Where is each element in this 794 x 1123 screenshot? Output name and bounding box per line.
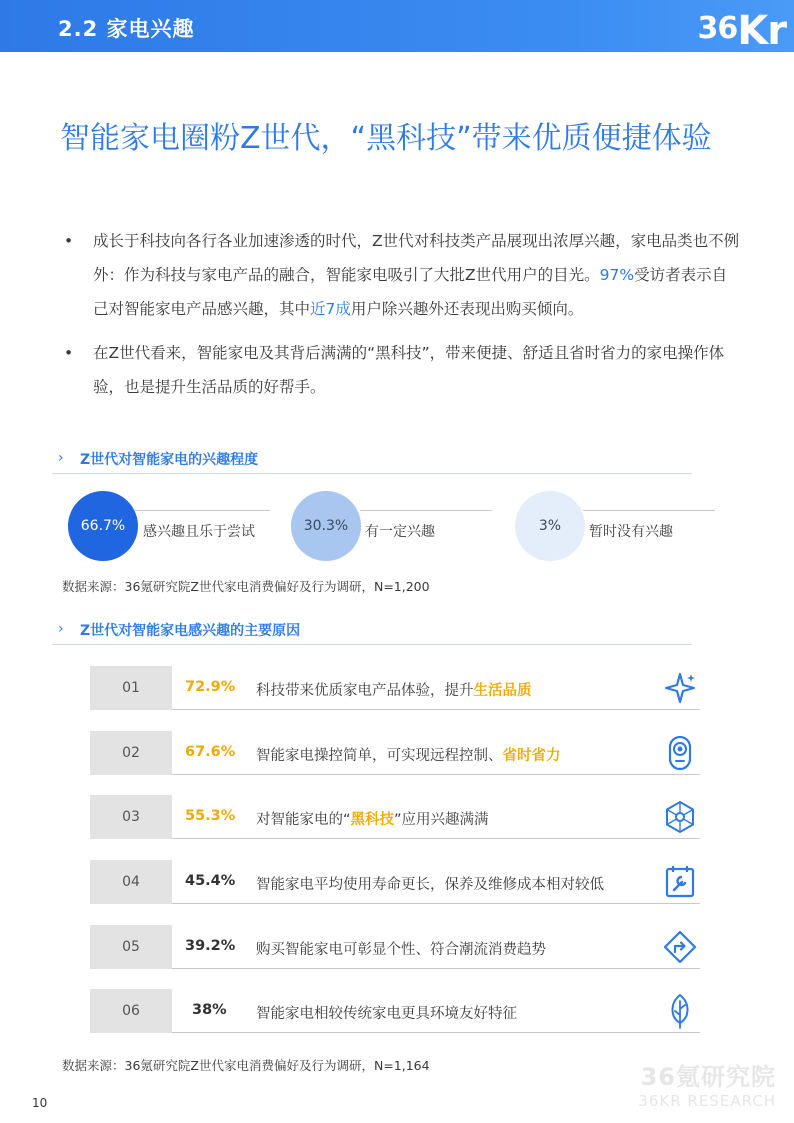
logo-number: 36 [697,11,738,46]
reason-text-part: ”应用兴趣满满 [394,812,489,828]
sparkle-icon [662,670,698,706]
logo-letters: Kr [737,8,786,54]
bullet-text: 受访者表示自己对智能家电产品感兴趣，其中 [93,266,728,318]
reason-highlight: 省时省力 [502,748,561,764]
data-source: 数据来源：36氪研究院Z世代家电消费偏好及行为调研，N=1,200 [62,579,430,594]
interest-label: 感兴趣且乐于尝试 [143,524,255,540]
reason-text [256,744,561,765]
maintenance-wrench-icon [662,864,698,900]
watermark-line: 36氪研究院 [640,1063,776,1091]
reason-text-part: 购买智能家电可彰显个性、符合潮流消费趋势 [256,942,546,958]
bullet-dot: • [64,344,74,362]
reason-row [90,795,700,839]
reason-text-part: 智能家电平均使用寿命更长，保养及维修成本相对较低 [256,877,604,893]
36kr-logo [697,2,786,54]
reason-percent: 67.6% [185,744,236,760]
reason-text-part: 科技带来优质家电产品体验，提升 [256,683,474,699]
reason-text [256,938,546,959]
watermark-line: 36KR RESEARCH [638,1092,776,1110]
interest-circle-high [68,491,138,561]
divider-line [583,510,715,511]
reason-number: 01 [90,666,172,710]
leaf-icon [662,993,698,1029]
reason-row [90,860,700,904]
reason-row [90,666,700,710]
header-bar [0,0,794,52]
row-underline [172,968,700,969]
reason-text-part: 智能家电操控简单，可实现远程控制、 [256,748,503,764]
reason-text [256,873,604,894]
highlight-97: 97% [599,266,635,284]
interest-value: 30.3% [303,518,349,534]
reason-text-part: 对智能家电的“ [256,812,351,828]
bullet-item [60,224,740,326]
interest-value: 3% [538,518,562,534]
tech-cube-icon [662,799,698,835]
row-underline [172,774,700,775]
interest-section-heading [52,448,692,474]
data-source: 数据来源：36氪研究院Z世代家电消费偏好及行为调研，N=1,164 [62,1058,430,1073]
reasons-section-heading [52,619,692,645]
bullet-item [60,336,740,404]
heading-text: Z世代对智能家电感兴趣的主要原因 [80,623,301,639]
reason-row [90,989,700,1033]
interest-label: 暂时没有兴趣 [589,524,673,540]
page-title: 智能家电圈粉Z世代，“黑科技”带来优质便捷体验 [60,121,712,156]
divider-line [360,510,492,511]
row-underline [172,838,700,839]
divider-line [135,510,270,511]
reason-percent: 55.3% [185,808,236,824]
reason-number: 02 [90,731,172,775]
reason-highlight: 黑科技 [350,812,395,828]
reason-percent: 45.4% [185,873,236,889]
reason-row [90,731,700,775]
section-title: 2.2 家电兴趣 [58,17,195,41]
chevron-right-icon: › [58,621,64,637]
reason-text-part: 智能家电相较传统家电更具环境友好特征 [256,1006,517,1022]
row-underline [172,709,700,710]
reason-text [256,808,489,829]
row-underline [172,903,700,904]
trend-arrow-icon [662,929,698,965]
remote-control-icon [662,735,698,771]
watermark [638,1057,776,1110]
reason-text [256,1002,517,1023]
reason-percent: 72.9% [185,679,236,695]
interest-circle-low [515,491,585,561]
bullet-dot: • [64,232,74,250]
interest-value: 66.7% [80,518,126,534]
reason-percent: 39.2% [185,938,236,954]
bullet-text: 在Z世代看来，智能家电及其背后满满的“黑科技”，带来便捷、舒适且省时省力的家电操作体验，也是提升生活品质的好帮手。 [93,344,725,396]
reason-number: 06 [90,989,172,1033]
row-underline [172,1032,700,1033]
bullet-text: 成长于科技向各行各业加速渗透的时代，Z世代对科技类产品展现出浓厚兴趣，家电品类也不例外：作为科技与家电产品的融合，智能家电吸引了大批Z世代用户的目光。 [93,232,740,284]
bullet-list [60,224,740,414]
reason-highlight: 生活品质 [473,683,532,699]
reason-row [90,925,700,969]
reason-number: 05 [90,925,172,969]
interest-label: 有一定兴趣 [365,524,435,540]
reason-percent: 38% [192,1002,227,1018]
heading-text: Z世代对智能家电的兴趣程度 [80,452,259,468]
bullet-text: 用户除兴趣外还表现出购买倾向。 [350,300,584,318]
reason-number: 04 [90,860,172,904]
interest-circle-mid [291,491,361,561]
reason-text [256,679,532,700]
highlight-70: 近7成 [310,300,351,318]
reason-number: 03 [90,795,172,839]
page-number: 10 [32,1096,48,1110]
chevron-right-icon: › [58,450,64,466]
